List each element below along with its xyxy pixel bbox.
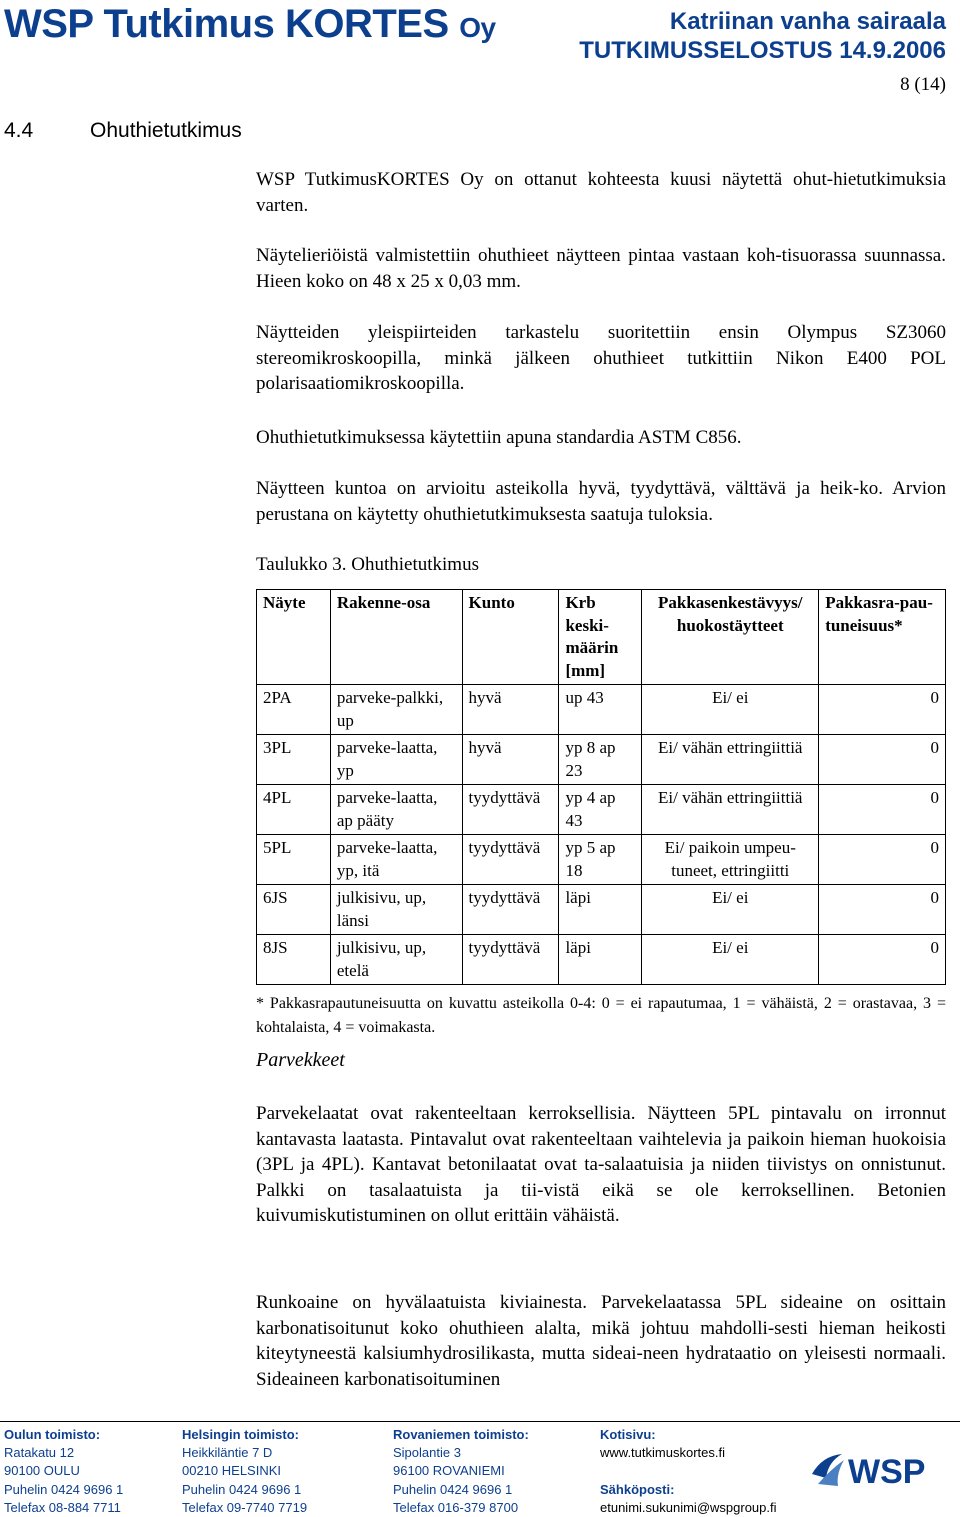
table-cell: 0 — [819, 885, 946, 935]
section-number: 4.4 — [4, 119, 34, 142]
table-cell: hyvä — [462, 735, 559, 785]
section-heading — [4, 119, 242, 143]
table-cell: Ei/ ei — [642, 885, 819, 935]
table-cell: Ei/ vähän ettringiittiä — [642, 735, 819, 785]
table-cell: läpi — [559, 935, 642, 985]
logo-text: WSP — [848, 1453, 926, 1490]
document-subtitle: TUTKIMUSSELOSTUS 14.9.2006 — [579, 37, 946, 64]
table-row — [257, 785, 946, 835]
column-header: Krb keski-määrin [mm] — [559, 590, 642, 685]
column-header: Kunto — [462, 590, 559, 685]
table-cell: 3PL — [257, 735, 331, 785]
paragraph: Parvekelaatat ovat rakenteeltaan kerroksellisia. Näytteen 5PL pintavalu on irronnut kantavasta laatasta. Pintavalut ovat rakenteeltaan vaihtelevia ja paikoin hieman huokoisia (3PL ja 4PL). Kantavat betonilaatat ovat ta-salaatuisia ja niiden tiivistys on onnistunut. Palkki on tasalaatuista ja tii-vistä eikä se ole kerroksellinen. Betonien kuivumiskutistuminen on ollut erittäin vähäistä. — [256, 1103, 946, 1226]
wsp-logo — [808, 1450, 956, 1490]
table-row — [257, 735, 946, 785]
paragraph: WSP TutkimusKORTES Oy on ottanut kohteesta kuusi näytettä ohut-hietutkimuksia varten. — [256, 169, 946, 216]
table-cell: Ei/ ei — [642, 935, 819, 985]
column-header: Pakkasra-pau-tuneisuus* — [819, 590, 946, 685]
paragraph: Näytteiden yleispiirteiden tarkastelu suoritettiin ensin Olympus SZ3060 stereomikroskoopilla, minkä jälkeen ohuthieet tutkittiin Nikon E400 POL polarisaatiomikroskoopilla. — [256, 322, 946, 394]
table-cell: 0 — [819, 685, 946, 735]
table-cell: yp 8 ap 23 — [559, 735, 642, 785]
table-cell: tyydyttävä — [462, 785, 559, 835]
table-cell: läpi — [559, 885, 642, 935]
website-link[interactable]: www.tutkimuskortes.fi — [600, 1445, 725, 1461]
table-cell: Ei/ vähän ettringiittiä — [642, 785, 819, 835]
table-row — [257, 685, 946, 735]
email-link[interactable]: etunimi.sukunimi@wspgroup.fi — [600, 1499, 777, 1515]
table-cell: 0 — [819, 735, 946, 785]
table-cell: 6JS — [257, 885, 331, 935]
column-header: Näyte — [257, 590, 331, 685]
company-logo: WSP Tutkimus KORTES Oy — [4, 2, 496, 46]
paragraph: Näytelieriöistä valmistettiin ohuthieet näytteen pintaa vastaan koh-tisuorassa suunnassa. Hieen koko on 48 x 25 x 0,03 mm. — [256, 245, 946, 292]
footer-web: Kotisivu: www.tutkimuskortes.fi Sähköposti: etunimi.sukunimi@wspgroup.fi — [600, 1426, 777, 1517]
table-cell: 4PL — [257, 785, 331, 835]
table-cell: Ei/ paikoin umpeu-tuneet, ettringiitti — [642, 835, 819, 885]
table-cell: parveke-laatta, ap pääty — [330, 785, 462, 835]
table-cell: up 43 — [559, 685, 642, 735]
table-row — [257, 835, 946, 885]
table-cell: 0 — [819, 785, 946, 835]
table-cell: hyvä — [462, 685, 559, 735]
table-cell: tyydyttävä — [462, 885, 559, 935]
table-caption: Taulukko 3. Ohuthietutkimus — [256, 554, 479, 575]
table-cell: yp 5 ap 18 — [559, 835, 642, 885]
footer-divider — [0, 1421, 960, 1422]
column-header: Pakkasenkestävyys/ huokostäytteet — [642, 590, 819, 685]
table-cell: tyydyttävä — [462, 935, 559, 985]
table-cell: yp 4 ap 43 — [559, 785, 642, 835]
footer-helsinki: Helsingin toimisto: Heikkiläntie 7 D 00210 HELSINKI Puhelin 0424 9696 1 Telefax 09-7740 7719 — [182, 1427, 308, 1515]
table-cell: 5PL — [257, 835, 331, 885]
table-cell: Ei/ ei — [642, 685, 819, 735]
table-cell: julkisivu, up, länsi — [330, 885, 462, 935]
paragraph: Näytteen kuntoa on arvioitu asteikolla hyvä, tyydyttävä, välttävä ja heik-ko. Arvion perustana on käytetty ohuthietutkimuksesta saatuja tuloksia. — [256, 478, 946, 525]
results-table — [256, 589, 946, 985]
page-number: 8 (14) — [900, 74, 946, 95]
table-cell: 0 — [819, 935, 946, 985]
table-row — [257, 885, 946, 935]
table-cell: tyydyttävä — [462, 835, 559, 885]
table-cell: 2PA — [257, 685, 331, 735]
table-header-row — [257, 590, 946, 685]
document-title: Katriinan vanha sairaala — [669, 8, 946, 35]
table-cell: julkisivu, up, etelä — [330, 935, 462, 985]
section-title: Ohuthietutkimus — [90, 119, 242, 142]
paragraph: Ohuthietutkimuksessa käytettiin apuna standardia ASTM C856. — [256, 427, 742, 448]
table-cell: 8JS — [257, 935, 331, 985]
footer-oulu: Oulun toimisto: Ratakatu 12 90100 OULU Puhelin 0424 9696 1 Telefax 08-884 7711 — [4, 1427, 124, 1515]
table-cell: 0 — [819, 835, 946, 885]
paragraph: Runkoaine on hyvälaatuista kiviainesta. Parvekelaatassa 5PL sideaine on osittain karbonatisoitunut koko ohuthieen alalta, mikä johtuu mahdolli-sesti hieman heikosti kiteytyneestä kalsiumhydrosilikasta, mutta sideai-neen hydrataatio on yleisesti normaali. Sideaineen karbonatisoituminen — [256, 1292, 946, 1390]
table-row — [257, 935, 946, 985]
table-cell: parveke-laatta, yp — [330, 735, 462, 785]
footer-rovaniemi: Rovaniemen toimisto: Sipolantie 3 96100 ROVANIEMI Puhelin 0424 9696 1 Telefax 016-379 8700 — [393, 1427, 529, 1515]
subheading: Parvekkeet — [256, 1049, 345, 1071]
table-cell: parveke-laatta, yp, itä — [330, 835, 462, 885]
table-footnote: * Pakkasrapautuneisuutta on kuvattu asteikolla 0-4: 0 = ei rapautumaa, 1 = vähäistä, 2 = orastavaa, 3 = kohtalaista, 4 = voimakasta. — [256, 995, 946, 1036]
table-cell: parveke-palkki, up — [330, 685, 462, 735]
column-header: Rakenne-osa — [330, 590, 462, 685]
